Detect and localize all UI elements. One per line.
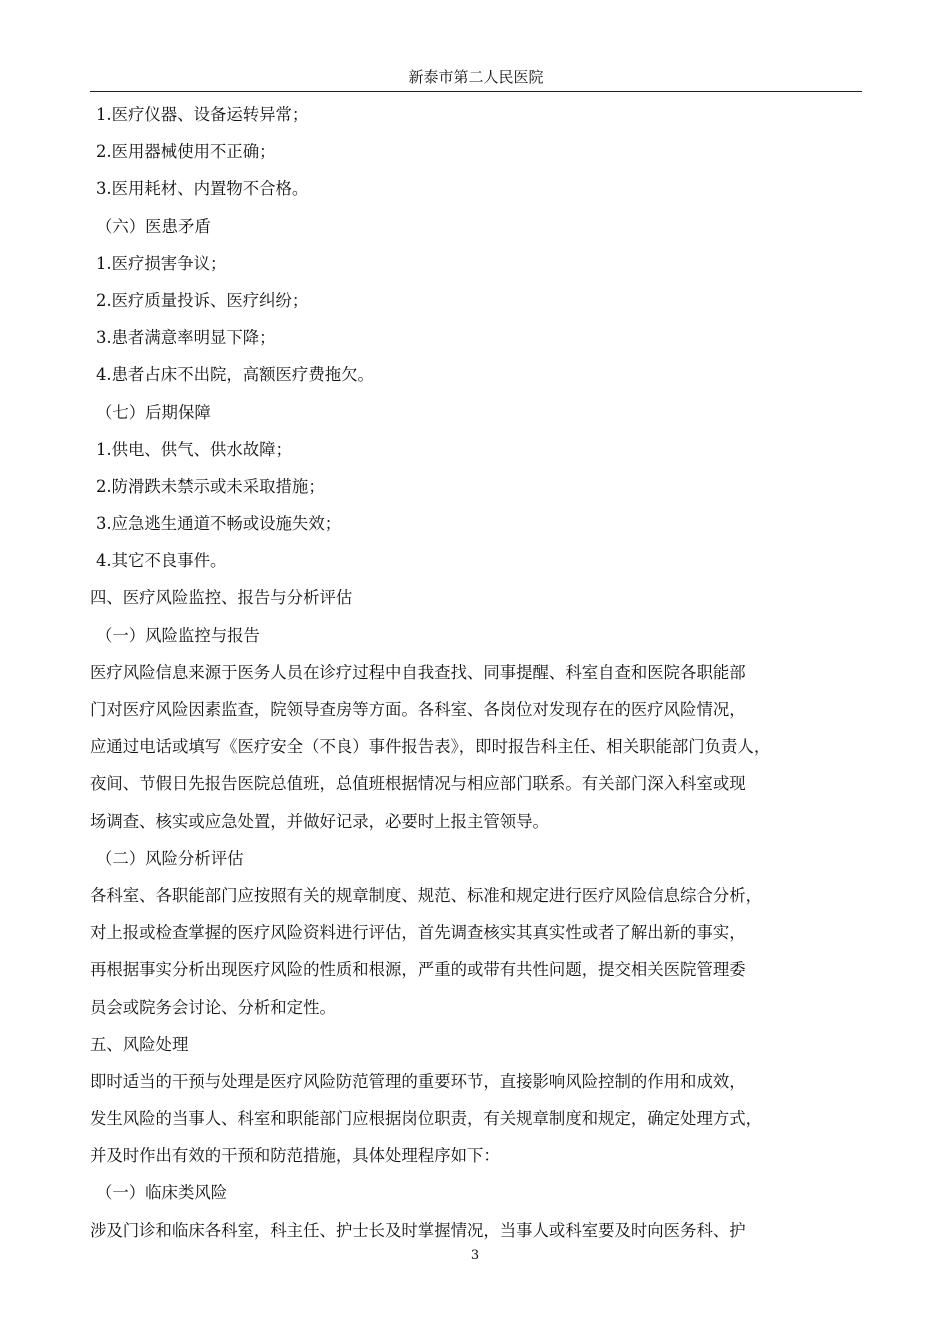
text-line: （一）临床类风险 bbox=[96, 1183, 228, 1203]
text-line: （二）风险分析评估 bbox=[96, 848, 244, 868]
text-line: （一）风险监控与报告 bbox=[96, 625, 260, 645]
text-line: 四、医疗风险监控、报告与分析评估 bbox=[90, 588, 353, 608]
text-line: 3.患者满意率明显下降； bbox=[96, 328, 276, 348]
page-header bbox=[90, 64, 862, 92]
text-line: （六）医患矛盾 bbox=[96, 216, 211, 236]
text-line: 场调查、核实或应急处置，并做好记录，必要时上报主管领导。 bbox=[90, 811, 549, 831]
text-line: 应通过电话或填写《医疗安全（不良）事件报告表》，即时报告科主任、相关职能部门负责人， bbox=[90, 737, 771, 757]
text-line: 3.应急逃生通道不畅或设施失效； bbox=[96, 514, 342, 534]
text-line: 夜间、节假日先报告医院总值班，总值班根据情况与相应部门联系。有关部门深入科室或现 bbox=[90, 774, 746, 794]
text-line: （七）后期保障 bbox=[96, 402, 211, 422]
text-line: 门对医疗风险因素监查，院领导查房等方面。各科室、各岗位对发现存在的医疗风险情况， bbox=[90, 700, 746, 719]
text-line: 3.医用耗材、内置物不合格。 bbox=[96, 179, 309, 199]
text-line: 各科室、各职能部门应按照有关的规章制度、规范、标准和规定进行医疗风险信息综合分析， bbox=[90, 885, 763, 905]
text-line: 4.患者占床不出院，高额医疗费拖欠。 bbox=[96, 365, 374, 385]
text-line: 并及时作出有效的干预和防范措施，具体处理程序如下： bbox=[90, 1146, 500, 1166]
text-line: 发生风险的当事人、科室和职能部门应根据岗位职责，有关规章制度和规定，确定处理方式， bbox=[90, 1109, 763, 1129]
text-line: 2.防滑跌未禁示或未采取措施； bbox=[96, 476, 325, 496]
text-line: 五、风险处理 bbox=[90, 1034, 189, 1054]
text-line: 对上报或检查掌握的医疗风险资料进行评估，首先调查核实其真实性或者了解出新的事实， bbox=[90, 923, 746, 943]
text-line: 2.医用器械使用不正确； bbox=[96, 142, 276, 162]
text-line: 员会或院务会讨论、分析和定性。 bbox=[90, 997, 336, 1017]
text-line: 1.供电、供气、供水故障； bbox=[96, 439, 292, 459]
text-line: 1.医疗损害争议； bbox=[96, 253, 227, 273]
document-body bbox=[90, 96, 865, 1249]
page-number: 3 bbox=[470, 1248, 480, 1263]
text-line: 涉及门诊和临床各科室，科主任、护士长及时掌握情况，当事人或科室要及时向医务科、护 bbox=[90, 1220, 746, 1240]
text-line: 1.医疗仪器、设备运转异常； bbox=[96, 105, 309, 124]
text-line: 医疗风险信息来源于医务人员在诊疗过程中自我查找、同事提醒、科室自查和医院各职能部 bbox=[90, 662, 746, 682]
text-line: 2.医疗质量投诉、医疗纠纷； bbox=[96, 290, 309, 310]
text-line: 4.其它不良事件。 bbox=[96, 551, 227, 571]
text-line: 即时适当的干预与处理是医疗风险防范管理的重要环节，直接影响风险控制的作用和成效， bbox=[90, 1071, 746, 1091]
text-line: 再根据事实分析出现医疗风险的性质和根源，严重的或带有共性问题，提交相关医院管理委 bbox=[90, 960, 746, 980]
header-title: 新泰市第二人民医院 bbox=[408, 68, 544, 86]
